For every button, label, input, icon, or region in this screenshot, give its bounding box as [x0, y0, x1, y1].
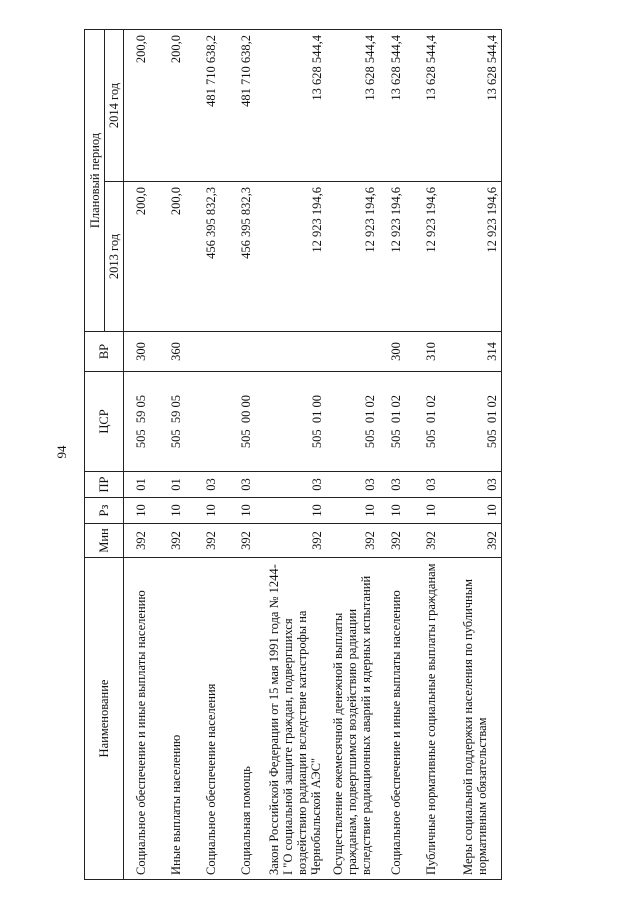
- header-planned-period: Плановый период: [85, 29, 105, 331]
- rotated-table-wrapper: [84, 30, 534, 880]
- budget-table-sheet: [84, 30, 534, 880]
- row-2014: 13 628 544,4: [326, 29, 379, 181]
- row-2013: 456 395 832,3: [194, 182, 229, 332]
- row-vr: [229, 332, 264, 372]
- table-row: [159, 29, 194, 879]
- row-csr: 505 01 02: [449, 372, 502, 472]
- row-vr: [326, 332, 379, 372]
- row-min: 392: [379, 524, 414, 558]
- row-name: Социальное обеспечение и иные выплаты населению: [124, 558, 159, 880]
- row-csr: 505 59 05: [124, 372, 159, 472]
- table-row: [229, 29, 264, 879]
- row-2014: 200,0: [124, 29, 159, 181]
- row-pr: 03: [264, 472, 326, 498]
- row-2014: 13 628 544,4: [414, 29, 449, 181]
- row-csr: 505 01 00: [264, 372, 326, 472]
- row-pr: 03: [194, 472, 229, 498]
- row-2014: 481 710 638,2: [229, 29, 264, 181]
- header-name: Наименование: [85, 558, 124, 880]
- row-vr: 300: [124, 332, 159, 372]
- row-name: Закон Российской Федерации от 15 мая 1991 года № 1244-I "О социальной защите граждан, подвергшихся воздействию радиации вследствие катастрофы на Чернобыльской АЭС": [264, 558, 326, 880]
- row-2013: 456 395 832,3: [229, 182, 264, 332]
- row-2014: 481 710 638,2: [194, 29, 229, 181]
- row-min: 392: [124, 524, 159, 558]
- table-row: [379, 29, 414, 879]
- row-rz: 10: [194, 498, 229, 524]
- row-min: 392: [264, 524, 326, 558]
- row-min: 392: [229, 524, 264, 558]
- row-2014: 13 628 544,4: [379, 29, 414, 181]
- row-min: 392: [159, 524, 194, 558]
- table-row: [449, 29, 502, 879]
- row-pr: 03: [414, 472, 449, 498]
- row-name: Социальная помощь: [229, 558, 264, 880]
- row-vr: 314: [449, 332, 502, 372]
- row-rz: 10: [449, 498, 502, 524]
- row-csr: 505 00 00: [229, 372, 264, 472]
- row-2013: 12 923 194,6: [379, 182, 414, 332]
- table-row: [326, 29, 379, 879]
- row-name: Публичные нормативные социальные выплаты гражданам: [414, 558, 449, 880]
- row-name: Меры социальной поддержки населения по публичным нормативным обязательствам: [449, 558, 502, 880]
- row-2013: 12 923 194,6: [414, 182, 449, 332]
- row-pr: 03: [379, 472, 414, 498]
- row-min: 392: [414, 524, 449, 558]
- row-vr: [264, 332, 326, 372]
- row-2013: 200,0: [124, 182, 159, 332]
- row-2014: 13 628 544,4: [449, 29, 502, 181]
- row-csr: [194, 372, 229, 472]
- row-csr: 505 01 02: [414, 372, 449, 472]
- row-pr: 01: [124, 472, 159, 498]
- row-name: Иные выплаты населению: [159, 558, 194, 880]
- page-number: 94: [54, 445, 69, 459]
- row-rz: 10: [264, 498, 326, 524]
- row-csr: 505 59 05: [159, 372, 194, 472]
- row-rz: 10: [414, 498, 449, 524]
- row-2013: 12 923 194,6: [264, 182, 326, 332]
- row-rz: 10: [326, 498, 379, 524]
- table-row: [194, 29, 229, 879]
- header-pr: ПР: [85, 472, 124, 498]
- header-rz: Рз: [85, 498, 124, 524]
- row-min: 392: [326, 524, 379, 558]
- row-name: Социальное обеспечение и иные выплаты населению: [379, 558, 414, 880]
- row-vr: 360: [159, 332, 194, 372]
- table-row: [264, 29, 326, 879]
- header-vr: ВР: [85, 332, 124, 372]
- row-pr: 03: [326, 472, 379, 498]
- row-csr: 505 01 02: [326, 372, 379, 472]
- row-min: 392: [194, 524, 229, 558]
- row-2013: 200,0: [159, 182, 194, 332]
- row-2013: 12 923 194,6: [326, 182, 379, 332]
- row-vr: [194, 332, 229, 372]
- row-rz: 10: [159, 498, 194, 524]
- header-year-2013: 2013 год: [105, 182, 124, 332]
- table-row: [124, 29, 159, 879]
- row-rz: 10: [229, 498, 264, 524]
- row-rz: 10: [379, 498, 414, 524]
- row-pr: 01: [159, 472, 194, 498]
- header-min: Мин: [85, 524, 124, 558]
- row-2013: 12 923 194,6: [449, 182, 502, 332]
- budget-table: [84, 29, 502, 880]
- row-vr: 300: [379, 332, 414, 372]
- row-2014: 13 628 544,4: [264, 29, 326, 181]
- table-row: [414, 29, 449, 879]
- row-name: Социальное обеспечение населения: [194, 558, 229, 880]
- row-name: Осуществление ежемесячной денежной выплаты гражданам, подвергшимся воздействию радиации вследствие радиационных аварий и ядерных испытаний: [326, 558, 379, 880]
- header-year-2014: 2014 год: [105, 29, 124, 181]
- row-pr: 03: [449, 472, 502, 498]
- row-2014: 200,0: [159, 29, 194, 181]
- row-pr: 03: [229, 472, 264, 498]
- header-csr: ЦСР: [85, 372, 124, 472]
- row-rz: 10: [124, 498, 159, 524]
- row-csr: 505 01 02: [379, 372, 414, 472]
- row-min: 392: [449, 524, 502, 558]
- row-vr: 310: [414, 332, 449, 372]
